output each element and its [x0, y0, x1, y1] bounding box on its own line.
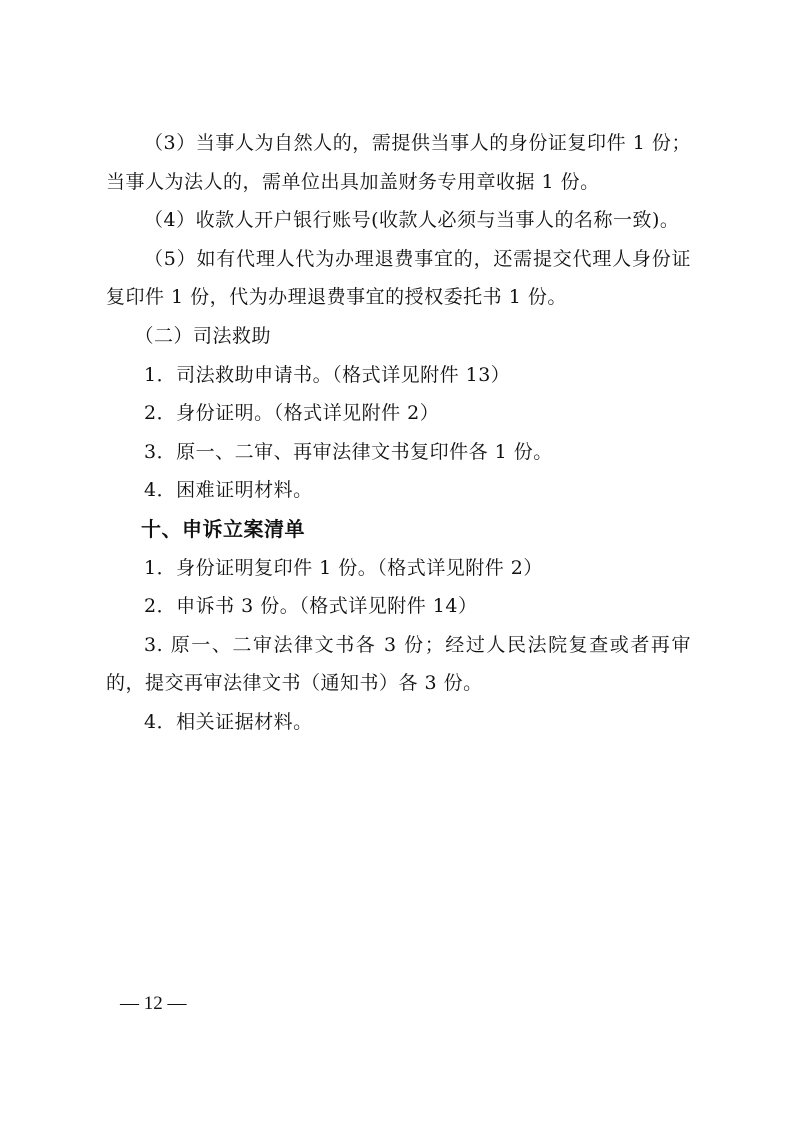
list-item-judicial-aid-4: 4．困难证明材料。	[144, 479, 313, 502]
list-item-appeal-2: 2．申诉书 3 份。（格式详见附件 14）	[144, 595, 478, 618]
section-heading-judicial-aid: （二）司法救助	[134, 324, 272, 347]
list-item-appeal-3: 3. 原一、二审法律文书各 3 份；经过人民法院复查或者再审的，提交再审法律文书（通知书）各 3 份。	[106, 633, 691, 695]
list-item-appeal-1: 1．身份证明复印件 1 份。（格式详见附件 2）	[144, 556, 543, 579]
paragraph-item-3: （3）当事人为自然人的，需提供当事人的身份证复印件 1 份；当事人为法人的，需单位出具加盖财务专用章收据 1 份。	[106, 132, 691, 193]
paragraph-item-5: （5）如有代理人代为办理退费事宜的，还需提交代理人身份证复印件 1 份，代为办理退费事宜的授权委托书 1 份。	[106, 247, 691, 309]
list-item-appeal-4: 4．相关证据材料。	[144, 710, 313, 733]
list-item-judicial-aid-1: 1．司法救助申请书。（格式详见附件 13）	[144, 363, 511, 386]
section-heading-appeal: 十、申诉立案清单	[141, 516, 305, 541]
list-item-judicial-aid-2: 2．身份证明。（格式详见附件 2）	[144, 402, 440, 425]
document-body	[106, 124, 691, 742]
list-item-judicial-aid-3: 3．原一、二审、再审法律文书复印件各 1 份。	[144, 440, 553, 463]
paragraph-item-4: （4）收款人开户银行账号(收款人必须与当事人的名称一致)。	[144, 209, 680, 232]
page-number: — 12 —	[120, 993, 187, 1014]
